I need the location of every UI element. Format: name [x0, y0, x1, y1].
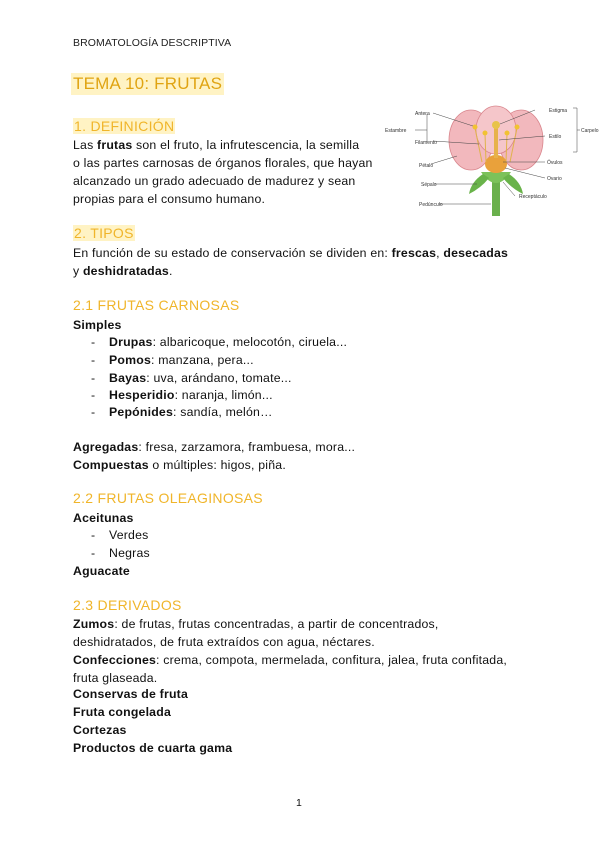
section-heading-oleaginosas: 2.2 FRUTAS OLEAGINOSAS [73, 490, 263, 506]
list-item-peponides: - Pepónides: sandía, melón… [91, 405, 273, 419]
list-item-bayas: - Bayas: uva, arándano, tomate... [91, 371, 292, 385]
list-item-hesperidio: - Hesperidio: naranja, limón... [91, 388, 273, 402]
definition-paragraph [73, 136, 373, 208]
stigma [492, 121, 500, 129]
label-petalo: Pétalo [419, 163, 434, 169]
label-antera: Antera [415, 111, 430, 117]
compuestas-line: Compuestas o múltiples: higos, piña. [73, 458, 286, 472]
anther [473, 125, 478, 130]
agregadas-line: Agregadas: fresa, zarzamora, frambuesa, mora... [73, 440, 356, 454]
definition-line-2: o las partes carnosas de órganos florales, que hayan [73, 156, 373, 170]
subheading-simples: Simples [73, 318, 122, 332]
tipos-line-2: y deshidratadas. [73, 264, 173, 278]
label-estilo: Estilo [549, 134, 562, 140]
label-carpelo: Carpelo [581, 128, 599, 134]
aguacate-line: Aguacate [73, 564, 130, 578]
label-filamento: Filamento [415, 140, 437, 146]
page-title: TEMA 10: FRUTAS [73, 74, 223, 93]
tipos-paragraph [73, 244, 508, 280]
label-sepalo: Sépalo [421, 182, 437, 188]
label-estigma: Estigma [549, 108, 568, 114]
page-number: 1 [296, 797, 302, 809]
subheading-aceitunas: Aceitunas [73, 511, 134, 525]
running-header: BROMATOLOGÍA DESCRIPTIVA [73, 37, 232, 49]
section-heading-definicion: 1. DEFINICIÓN [74, 118, 175, 134]
style [494, 126, 498, 158]
list-item-negras: - Negras [91, 546, 150, 560]
label-pedunculo: Pedúnculo [419, 202, 443, 208]
extra-cortezas: Cortezas [73, 723, 127, 737]
definition-line-1: Las frutas son el fruto, la infrutescencia, la semilla [73, 138, 360, 152]
flower-diagram [385, 104, 600, 218]
anther [515, 125, 520, 130]
confecciones-paragraph: Confecciones: crema, compota, mermelada, confitura, jalea, fruta confitada, fruta glaseada. [73, 653, 507, 685]
label-ovario: Ovario [547, 176, 562, 182]
label-estambre: Estambre [385, 128, 407, 134]
definition-line-3: alcanzado un grado adecuado de madurez y sean [73, 174, 356, 188]
extra-congelada: Fruta congelada [73, 705, 171, 719]
section-heading-carnosas: 2.1 FRUTAS CARNOSAS [73, 297, 240, 313]
extra-cuarta-gama: Productos de cuarta gama [73, 741, 233, 755]
tipos-line-1: En función de su estado de conservación se dividen en: frescas, desecadas [73, 246, 509, 260]
anther [483, 131, 488, 136]
zumos-paragraph: Zumos: de frutas, frutas concentradas, a partir de concentrados, deshidratados, de fruta extraídos con agua, néctares. [73, 617, 439, 649]
label-ovulos: Óvulos [547, 160, 563, 166]
section-heading-tipos: 2. TIPOS [74, 225, 134, 241]
list-item-verdes: - Verdes [91, 528, 149, 542]
list-item-drupas: - Drupas: albaricoque, melocotón, ciruela... [91, 335, 348, 349]
list-item-pomos: - Pomos: manzana, pera... [91, 353, 254, 367]
label-receptaculo: Receptáculo [519, 194, 547, 200]
anther [505, 131, 510, 136]
extra-conservas: Conservas de fruta [73, 687, 188, 701]
sepal-right [503, 174, 523, 194]
section-heading-derivados: 2.3 DERIVADOS [73, 597, 182, 613]
definition-line-4: propias para el consumo humano. [73, 192, 266, 206]
